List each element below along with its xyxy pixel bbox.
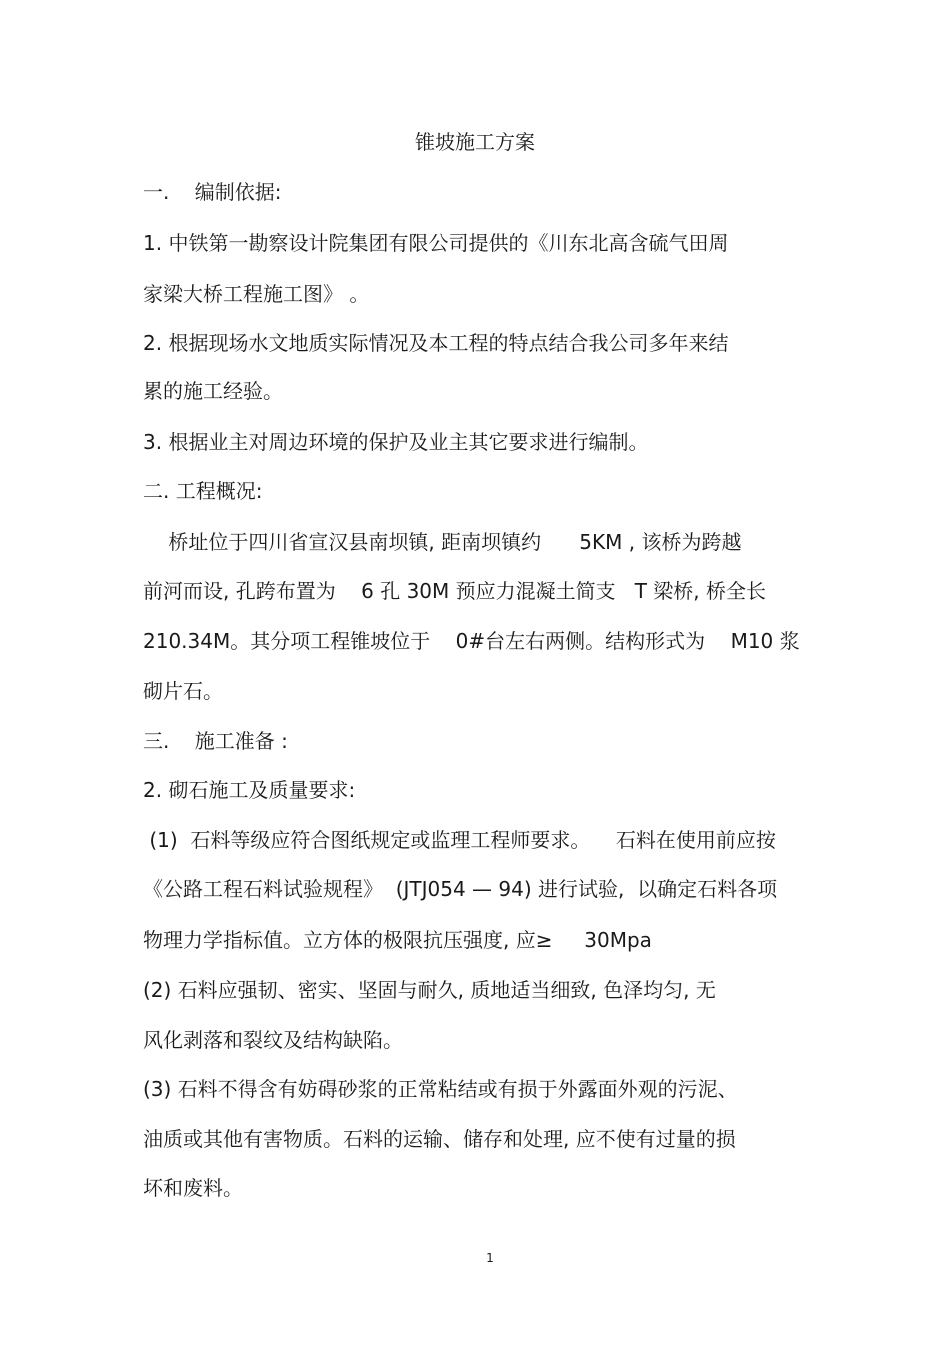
paragraph-line: 砌片石。 [143, 679, 223, 703]
paragraph-line: 桥址位于四川省宣汉县南坝镇, 距南坝镇约 5KM , 该桥为跨越 [143, 530, 742, 554]
paragraph-line: (3) 石料不得含有妨碍砂浆的正常粘结或有损于外露面外观的污泥、 [143, 1077, 738, 1101]
heading-3-preparation: 三. 施工准备 : [143, 729, 288, 753]
paragraph-line: 3. 根据业主对周边环境的保护及业主其它要求进行编制。 [143, 430, 649, 454]
paragraph-line: (2) 石料应强韧、密实、坚固与耐久, 质地适当细致, 色泽均匀, 无 [143, 978, 716, 1002]
heading-1-basis: 一. 编制依据: [143, 180, 282, 204]
paragraph-line: 1. 中铁第一勘察设计院集团有限公司提供的《川东北高含硫气田周 [143, 231, 729, 255]
paragraph-line: 210.34M。其分项工程锥坡位于 0#台左右两侧。结构形式为 M10 浆 [143, 629, 800, 653]
paragraph-line: (1) 石料等级应符合图纸规定或监理工程师要求。 石料在使用前应按 [143, 828, 776, 852]
paragraph-line: 物理力学指标值。立方体的极限抗压强度, 应≥ 30Mpa [143, 928, 652, 952]
page-number: 1 [486, 1251, 494, 1265]
paragraph-line: 《公路工程石料试验规程》 (JTJ054 — 94) 进行试验, 以确定石料各项 [143, 877, 778, 901]
heading-2-overview: 二. 工程概况: [143, 479, 263, 503]
paragraph-line: 2. 根据现场水文地质实际情况及本工程的特点结合我公司多年来结 [143, 331, 729, 355]
paragraph-line: 油质或其他有害物质。石料的运输、储存和处理, 应不使有过量的损 [143, 1127, 736, 1151]
paragraph-line: 家梁大桥工程施工图》 。 [143, 282, 370, 306]
paragraph-line: 前河而设, 孔跨布置为 6 孔 30M 预应力混凝土简支 T 梁桥, 桥全长 [143, 579, 767, 603]
paragraph-line: 风化剥落和裂纹及结构缺陷。 [143, 1028, 403, 1052]
document-title: 锥坡施工方案 [415, 130, 535, 154]
paragraph-line: 累的施工经验。 [143, 379, 283, 403]
paragraph-line: 坏和废料。 [143, 1176, 243, 1200]
subheading-masonry: 2. 砌石施工及质量要求: [143, 778, 356, 802]
